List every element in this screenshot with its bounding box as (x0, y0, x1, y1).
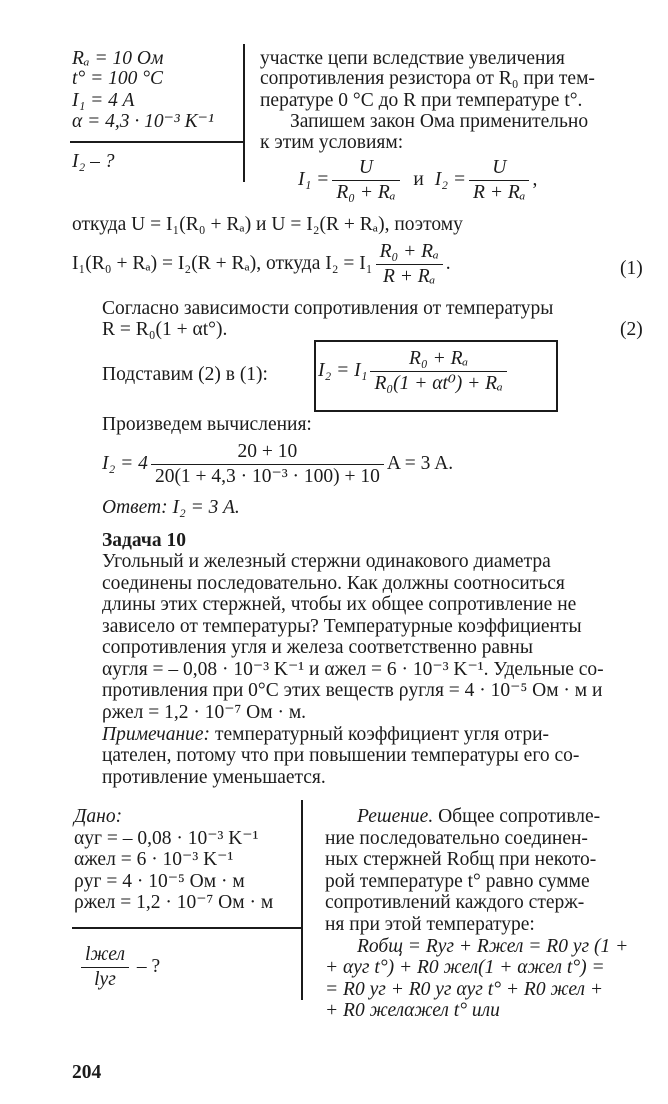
sol1-line-2: сопротивления резистора от R₀ при тем- (260, 68, 595, 89)
given2-find-fraction (81, 943, 129, 992)
box-fraction (370, 347, 506, 396)
sol2-line-1 (357, 806, 600, 827)
task10-line-6: αугля = – 0,08 · 10⁻³ K⁻¹ и αжел = 6 · 10⁻³ K⁻¹. Удельные со- (102, 659, 604, 680)
box-denominator: R₀(1 + αt⁰) + Rₐ (374, 373, 503, 394)
given1-line-3: I₁ = 4 A (72, 90, 135, 111)
eq1b-denominator: R + Rₐ (473, 182, 526, 203)
boxed-formula (318, 347, 510, 396)
sol2-line-5: сопротивлений каждого стерж- (325, 892, 585, 913)
eq2-period: . (445, 252, 451, 274)
eq2-tag: (1) (620, 258, 643, 279)
given2-line-1: αуг = – 0,08 · 10⁻³ K⁻¹ (74, 828, 259, 849)
calc-fraction (151, 440, 384, 489)
substitute-label: Подставим (2) в (1): (102, 364, 268, 385)
eq2-denominator: R + Rₐ (382, 266, 436, 287)
note-line-1 (102, 724, 549, 745)
calc-left: I₂ = 4 (102, 452, 148, 474)
calc-formula (102, 440, 453, 489)
sol2-label: Решение. (357, 806, 434, 827)
box-left: I₂ = I₁ (318, 359, 368, 381)
dependence-line-2: R = R₀(1 + αt°). (102, 319, 228, 340)
eq1-and: и (413, 168, 424, 190)
sol2-text-1: Общее сопротивле- (438, 806, 601, 827)
given1-vertical-rule (243, 44, 245, 182)
eq1-comma: , (532, 168, 538, 190)
eq1b-fraction (469, 156, 529, 205)
answer (102, 497, 240, 518)
note-line-2: цателен, потому что при повышении температуры его со- (102, 745, 580, 766)
note-label: Примечание: (102, 724, 211, 745)
task10-line-3: длины этих стержней, чтобы их общее сопротивление не (102, 594, 577, 615)
task10-title: Задача 10 (102, 530, 186, 551)
calc-right: A = 3 A. (386, 452, 454, 474)
sol1-line-1: участке цепи вследствие увеличения (260, 48, 565, 69)
given2-find (78, 943, 160, 992)
eq1b-numerator: U (469, 156, 529, 181)
eq1-fraction (332, 156, 399, 205)
given2-line-3: ρуг = 4 · 10⁻⁵ Ом · м (74, 871, 245, 892)
given2-find-numerator: lжел (81, 943, 129, 968)
eq1-numerator: U (332, 156, 399, 181)
given2-find-tail: – ? (136, 955, 161, 977)
eq1b-left: I₂ = (434, 168, 467, 190)
eq2 (72, 240, 451, 289)
line-otkuda: откуда U = I₁(R₀ + Rₐ) и U = I₂(R + Rₐ), поэтому (72, 214, 463, 235)
sol1-line-3: пературе 0 °C до R при температуре t°. (260, 90, 583, 111)
sol2-line-8: + αуг t°) + R0 жел(1 + αжел t°) = (325, 957, 605, 978)
calc-denominator: 20(1 + 4,3 · 10⁻³ · 100) + 10 (154, 466, 380, 487)
note-line-3: противление уменьшается. (102, 767, 326, 788)
task10-line-5: сопротивления угля и железа соответственно равны (102, 637, 533, 658)
sol2-line-3: ных стержней Rобщ при некото- (325, 849, 597, 870)
sol2-line-10: + R0 желαжел t° или (325, 1000, 500, 1021)
calc-numerator: 20 + 10 (151, 440, 384, 465)
eq1-denominator: R₀ + Rₐ (336, 182, 396, 203)
task10-line-8: ρжел = 1,2 · 10⁻⁷ Ом · м. (102, 702, 307, 723)
sol2-line-7: Rобщ = Rуг + Rжел = R0 уг (1 + (357, 936, 629, 957)
given2-divider (72, 927, 302, 929)
eq2-numerator: R₀ + Rₐ (376, 240, 443, 265)
page-number: 204 (72, 1062, 102, 1083)
given1-line-2: t° = 100 °C (72, 68, 164, 89)
sol1-line-5: к этим условиям: (260, 132, 404, 153)
eq1-left: I₁ = (298, 168, 330, 190)
dependence-line-1: Согласно зависимости сопротивления от температуры (102, 298, 554, 319)
given1-line-4: α = 4,3 · 10⁻³ K⁻¹ (72, 111, 214, 132)
given2-line-4: ρжел = 1,2 · 10⁻⁷ Ом · м (74, 892, 274, 913)
given2-line-2: αжел = 6 · 10⁻³ K⁻¹ (74, 849, 234, 870)
task10-line-4: зависело от температуры? Температурные коэффициенты (102, 616, 582, 637)
eq2-left: I₁(R₀ + Rₐ) = I₂(R + Rₐ), откуда I₂ = I₁ (72, 252, 373, 274)
sol2-line-2: ние последовательно соединен- (325, 828, 588, 849)
answer-label: Ответ: (102, 497, 168, 518)
given2-vertical-rule (301, 800, 303, 1000)
task10-line-1: Угольный и железный стержни одинакового диаметра (102, 551, 551, 572)
sol2-line-4: рой температуре t° равно сумме (325, 871, 590, 892)
given1-find: I₂ – ? (72, 151, 115, 172)
sol1-line-4: Запишем закон Ома применительно (290, 111, 589, 132)
given2-title: Дано: (74, 806, 123, 827)
calc-label: Произведем вычисления: (102, 414, 312, 435)
answer-value: I₂ = 3 A. (172, 497, 240, 518)
sol2-line-6: ня при этой температуре: (325, 914, 535, 935)
task10-line-7: противления при 0°C этих веществ ρугля = 4 · 10⁻⁵ Ом · м и (102, 680, 603, 701)
ohm-equations (298, 156, 537, 205)
note-text-1: температурный коэффициент угля отри- (214, 724, 549, 745)
given1-divider (70, 141, 244, 143)
given2-find-denominator: lуг (94, 969, 116, 990)
eq2-fraction (376, 240, 443, 289)
box-numerator: R₀ + Rₐ (370, 347, 506, 372)
dependence-tag: (2) (620, 319, 643, 340)
sol2-line-9: = R0 уг + R0 уг αуг t° + R0 жел + (325, 979, 604, 1000)
task10-line-2: соединены последовательно. Как должны соотноситься (102, 573, 565, 594)
given1-line-1: Rₐ = 10 Ом (72, 48, 164, 69)
